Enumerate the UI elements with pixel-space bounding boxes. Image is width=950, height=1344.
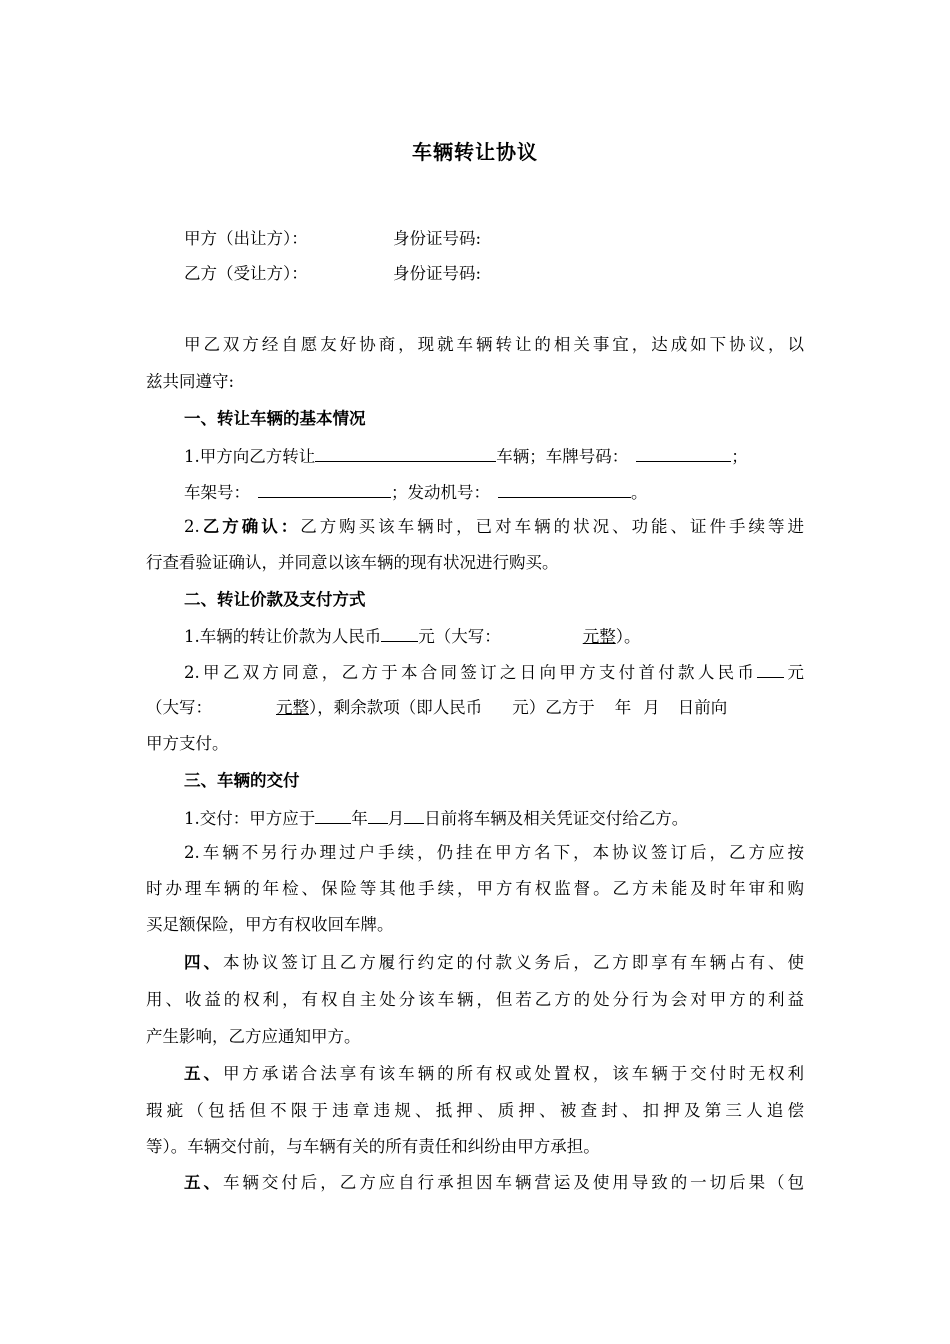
section2-item2-year: 年 xyxy=(614,698,632,717)
delivery-month-blank[interactable] xyxy=(368,806,388,824)
section2-item2-text-c: （大写： xyxy=(146,698,212,717)
section2-heading: 二、转让价款及支付方式 xyxy=(184,590,366,609)
section2-item2-text-b: 元 xyxy=(784,663,804,682)
section2-item2-line2 xyxy=(146,697,727,719)
section5-text-1: 甲方承诺合法享有该车辆的所有权或处置权，该车辆于交付时无权利 xyxy=(222,1064,805,1083)
engine-number-blank[interactable] xyxy=(498,480,631,498)
section3-heading: 三、车辆的交付 xyxy=(184,771,300,790)
section3-item2-line2: 时办理车辆的年检、保险等其他手续，甲方有权监督。乙方未能及时年审和购 xyxy=(146,879,804,898)
section1-item2-line1 xyxy=(184,516,804,538)
vehicle-blank[interactable] xyxy=(315,444,496,462)
section3-item1-year: 年 xyxy=(351,809,368,828)
section1-item2-text: 乙方购买该车辆时，已对车辆的状况、功能、证件手续等进 xyxy=(300,517,805,536)
down-payment-blank[interactable] xyxy=(757,660,784,678)
section1-item1-end: 。 xyxy=(631,483,648,502)
section5-num: 五、 xyxy=(184,1064,223,1083)
section3-item1-month: 月 xyxy=(387,809,405,828)
section3-item2-line3: 买足额保险，甲方有权收回车牌。 xyxy=(146,915,394,934)
engine-number-label: ；发动机号： xyxy=(391,483,490,502)
section3-item1-text-a: 1.交付：甲方应于 xyxy=(184,809,316,828)
section2-item1-text-b: 元（大写： xyxy=(418,627,501,646)
section1-heading: 一、转让车辆的基本情况 xyxy=(184,409,366,428)
section5-line2: 瑕疵（包括但不限于违章违规、抵押、质押、被查封、扣押及第三人追偿 xyxy=(146,1101,804,1120)
party-a-label: 甲方（出让方）： xyxy=(184,229,308,248)
section6-line1 xyxy=(184,1172,804,1194)
party-a-id-label: 身份证号码: xyxy=(393,229,482,248)
plate-number-blank[interactable] xyxy=(636,444,731,462)
party-b-line xyxy=(184,263,308,285)
section2-item1-text-a: 1.车辆的转让价款为人民币 xyxy=(184,627,382,646)
section2-item2-text-f: 元）乙方于 xyxy=(512,698,595,717)
section1-item2-num: 2. xyxy=(184,517,200,536)
delivery-day-blank[interactable] xyxy=(404,806,424,824)
frame-number-blank[interactable] xyxy=(258,480,391,498)
section3-item1 xyxy=(184,806,688,830)
price-blank[interactable] xyxy=(381,624,418,642)
price-yuan-zheng: 元整 xyxy=(582,627,616,646)
party-b-id-label: 身份证号码: xyxy=(393,264,482,283)
section4-text-1: 本协议签订且乙方履行约定的付款义务后，乙方即享有车辆占有、使 xyxy=(222,953,805,972)
section2-item2-text-a: 2.甲乙双方同意，乙方于本合同签订之日向甲方支付首付款人民币 xyxy=(184,663,758,682)
party-a-id-line xyxy=(393,228,481,250)
section5-line1 xyxy=(184,1063,804,1085)
section1-item1-text-a: 1.甲方向乙方转让 xyxy=(184,447,316,466)
section6-text-1: 车辆交付后，乙方应自行承担因车辆营运及使用导致的一切后果（包 xyxy=(222,1173,805,1192)
section1-item1-text-b: 车辆；车牌号码： xyxy=(496,447,629,466)
section2-item2-month: 月 xyxy=(643,698,660,717)
intro-line-2: 兹共同遵守: xyxy=(146,372,235,391)
down-payment-in-words[interactable] xyxy=(218,698,309,717)
section2-item1-text-d: ）。 xyxy=(615,627,641,646)
section1-item1-text-c: ； xyxy=(731,447,748,466)
section4-line2: 用、收益的权利，有权自主处分该车辆，但若乙方的处分行为会对甲方的利益 xyxy=(146,990,804,1009)
section2-item1 xyxy=(184,624,641,648)
section6-num: 五、 xyxy=(184,1173,223,1192)
price-in-words[interactable] xyxy=(507,627,616,646)
section2-item2-text-e: ），剩余款项（即人民币 xyxy=(309,698,483,717)
frame-number-label: 车架号： xyxy=(184,483,250,502)
section3-item2-line1: 2.车辆不另行办理过户手续，仍挂在甲方名下，本协议签订后，乙方应按 xyxy=(184,843,804,862)
section2-item2-line1 xyxy=(184,660,804,684)
section1-item2-line2: 行查看验证确认，并同意以该车辆的现有状况进行购买。 xyxy=(146,553,559,572)
section1-item1-line2 xyxy=(184,480,648,504)
section4-line1 xyxy=(184,952,804,974)
section5-line3: 等）。车辆交付前，与车辆有关的所有责任和纠纷由甲方承担。 xyxy=(146,1137,600,1156)
party-a-line xyxy=(184,228,308,250)
down-payment-yuan-zheng: 元整 xyxy=(276,698,309,717)
section2-item2-line3: 甲方支付。 xyxy=(146,734,229,753)
section2-item2-day: 日前向 xyxy=(677,698,728,717)
section3-item1-text-d: 日前将车辆及相关凭证交付给乙方。 xyxy=(424,809,689,828)
delivery-year-blank[interactable] xyxy=(315,806,351,824)
party-b-label: 乙方（受让方）： xyxy=(184,264,308,283)
party-b-id-line xyxy=(393,263,481,285)
section1-item1-line1 xyxy=(184,444,748,468)
section4-line3: 产生影响，乙方应通知甲方。 xyxy=(146,1027,361,1046)
intro-line-1: 甲乙双方经自愿友好协商，现就车辆转让的相关事宜，达成如下协议，以 xyxy=(184,335,804,354)
section1-item2-bold: 乙方确认： xyxy=(199,517,301,536)
document-title: 车辆转让协议 xyxy=(412,140,538,164)
section4-num: 四、 xyxy=(184,953,223,972)
